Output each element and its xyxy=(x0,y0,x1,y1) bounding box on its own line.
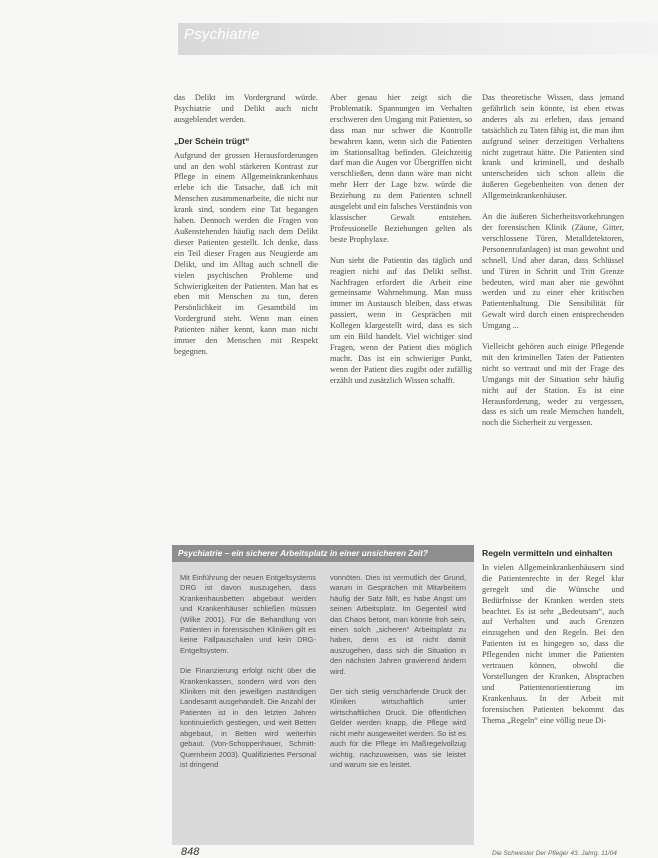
page-number: 848 xyxy=(181,846,200,858)
page-header xyxy=(0,0,658,72)
col2-paragraph-1: Aber genau hier zeigt sich die Problematik. Spannungen im Verhalten erschweren den Umgang mit Patienten, so dass man nur schwer die Kontrolle bewahren kann, wenn sich die Patienten im Stationsalltag befinden. Gleichzeitig darf man die Augen vor Übergriffen nicht verschließen, denn dann wäre man nicht mehr Herr der Lage bzw. würde die Beziehung zu dem Patienten schnell ausgelebt und ein falsches Verständnis von klassischer Gewalt entstehen. Professionelle Beziehungen gelten als beste Prophylaxe. xyxy=(330,93,473,244)
info-box-c2-p1: vonnöten. Dies ist vermutlich der Grund, warum in Gesprächen mit Mitarbeitern häufig der Satz fällt, es habe Angst um seinen Arbeitsplatz. Im Gegenteil wird das Chaos betont, man könnte froh sein, einen solch „sicheren“ Arbeitsplatz zu haben, denn es ist nicht damit auszugehen, dass sich die Situation in den nächsten Jahren gravierend ändern wird. xyxy=(330,573,466,676)
column-1 xyxy=(174,93,318,368)
col2-paragraph-2: Nun sieht die Patientin das täglich und reagiert nicht auf das Delikt selbst. Nachfragen erfordert die Arbeit eine gemeinsame Wahrnehmung. Man muss immer im Austausch bleiben, dass etwas passiert, wenn in Gesprächen mit Kollegen klargestellt wird, dass es sich um ein Bild handelt. Viel wichtiger sind Fragen, wenn der Patient dies möglich macht. Das ist ein schwieriger Punkt, wenn der Patient dies zugibt oder zufällig erzählt und zusätzlich Wissen schafft. xyxy=(330,255,472,385)
col1-heading: „Der Schein trügt“ xyxy=(174,135,250,146)
col3-paragraph-2: An die äußeren Sicherheitsvorkehrungen der forensischen Klinik (Zäune, Gitter, verschlossene Türen, Metalldetektoren, Personenrufanlagen) ist man gewohnt und schnell. Und aber daran, dass Schlüssel und Türen in Schritt und Tritt Grenze bedeuten, wird man aber nie gewöhnt werden und zu einer eher kritischen Patientenhaltung. Die Sensibilität für Gewalt wird durch einen entsprechenden Umgang ... xyxy=(482,212,624,331)
col1-body: Aufgrund der grossen Herausforderungen und an den wohl stärkeren Kontrast zur Pflege in einem Allgemeinkrankenhaus erlebe ich die Tatsache, daß ich mit Menschen zusammenarbeite, die nicht nur krank sind, sondern eine Tat begangen haben. Dennoch werden die Fragen von Außenstehenden häufig nach dem Delikt dieser Patienten gestellt. Ich denke, dass ein Teil dieser Fragen aus Neugierde am Delikt, und im Alltag auch schnell die vielen psychischen Probleme und Schwierigkeiten der Patienten. Man hat es eben mit Menschen zu tun, deren Persönlichkeit im Gesamtbild im Vordergrund steht. Wenn man einen Patienten näher kennt, kann man nicht immer den Menschen mit Respekt begegnen. xyxy=(174,150,318,356)
col3b-heading: Regeln vermitteln und einhalten xyxy=(482,548,613,558)
column-2 xyxy=(330,93,472,397)
col3-paragraph-3: Vielleicht gehören auch einige Pflegende mit den kriminellen Taten der Patienten nicht so vertraut und mit der Frage des Umgangs mit der Situation sehr häufig nicht auf der Station. Es ist eine Herausforderung, weder zu vergessen, dass es sich um reale Menschen handelt, noch die Sicherheit zu vergessen. xyxy=(482,342,624,428)
info-box-c1-p1: Mit Einführung der neuen Entgeltsystems DRG ist davon auszugehen, dass Krankenhausbetten abgebaut werden und Krankenhäuser schließen müssen (Wilke 2001). Für die Behandlung von Patienten in forensischen Kliniken gilt es keine Fallpauschalen und kein DRG-Entgeltsystem. xyxy=(180,573,316,655)
journal-footer: Die Schwester Der Pfleger 43. Jahrg. 11/04 xyxy=(492,850,617,857)
info-box-column-1 xyxy=(180,573,316,780)
section-title: Psychiatrie xyxy=(184,26,260,43)
info-box xyxy=(172,545,474,845)
info-box-title: Psychiatrie – ein sicherer Arbeitsplatz in einer unsicheren Zeit? xyxy=(178,548,429,558)
col3-paragraph-1: Das theoretische Wissen, dass jemand gefährlich sein könnte, ist eben etwas anderes als zu erleben, dass jemand tatsächlich zu Taten fähig ist, die man ihm aufgrund seiner derzeitigen Verhaltens nicht zugetraut hätte. Die Patienten sind krank und kriminell, und deshalb unterscheiden sich schon allein die äußeren Gegebenheiten von denen der Allgemeinkrankenhäuser. xyxy=(482,93,624,201)
column-3 xyxy=(482,93,624,439)
info-box-c2-p2: Der sich stetig verschärfende Druck der Kliniken wirtschaftlich unter wirtschaftlichen Druck. Die öffentlichen Gelder werden knapp, die Pflege wird nicht mehr ausgeweitet werden. So ist es auch für die Pflege im Maßregelvollzug wichtig, nachzuweisen, was sie leistet und warum sie es leistet. xyxy=(330,687,466,769)
column-3-lower xyxy=(482,548,624,737)
col1-intro: das Delikt im Vordergrund würde. Psychiatrie und Delikt auch nicht ausgeblendet werden. xyxy=(174,93,318,124)
info-box-column-2 xyxy=(330,573,466,780)
info-box-title-bar xyxy=(172,545,474,562)
info-box-c1-p2: Die Finanzierung erfolgt nicht über die Krankenkassen, sondern wird von den Kliniken mit den jeweiligen zuständigen Landesamt ausgehandelt. Die Anzahl der Patienten ist in den letzten Jahren kontinuierlich gestiegen, und weit Betten abgebaut, in Betten wird weiterhin gebaut. (Von-Schoppenhauer, Schmitt-Quernheim 2003). Qualifiziertes Personal ist dringend xyxy=(180,666,316,769)
col3b-body: In vielen Allgemeinkrankenhäusern sind die Patientenrechte in der Regel klar geregelt und die Wünsche und Bedürfnisse der Kranken werden stets beachtet. Es ist sehr „Bedeutsam“, auch auf Verhalten und auch Grenzen einzugehen und den Regeln. Bei den Patienten ist es hingegen so, dass die Pflegenden nicht immer die Patienten vertrauen können, obwohl die Vorstellungen der Kranken, Absprachen und Patientenorientierung im Krankenhaus. In der Arbeit mit forensischen Patienten bekommt das Thema „Regeln“ eine völlig neue Di- xyxy=(482,562,624,725)
